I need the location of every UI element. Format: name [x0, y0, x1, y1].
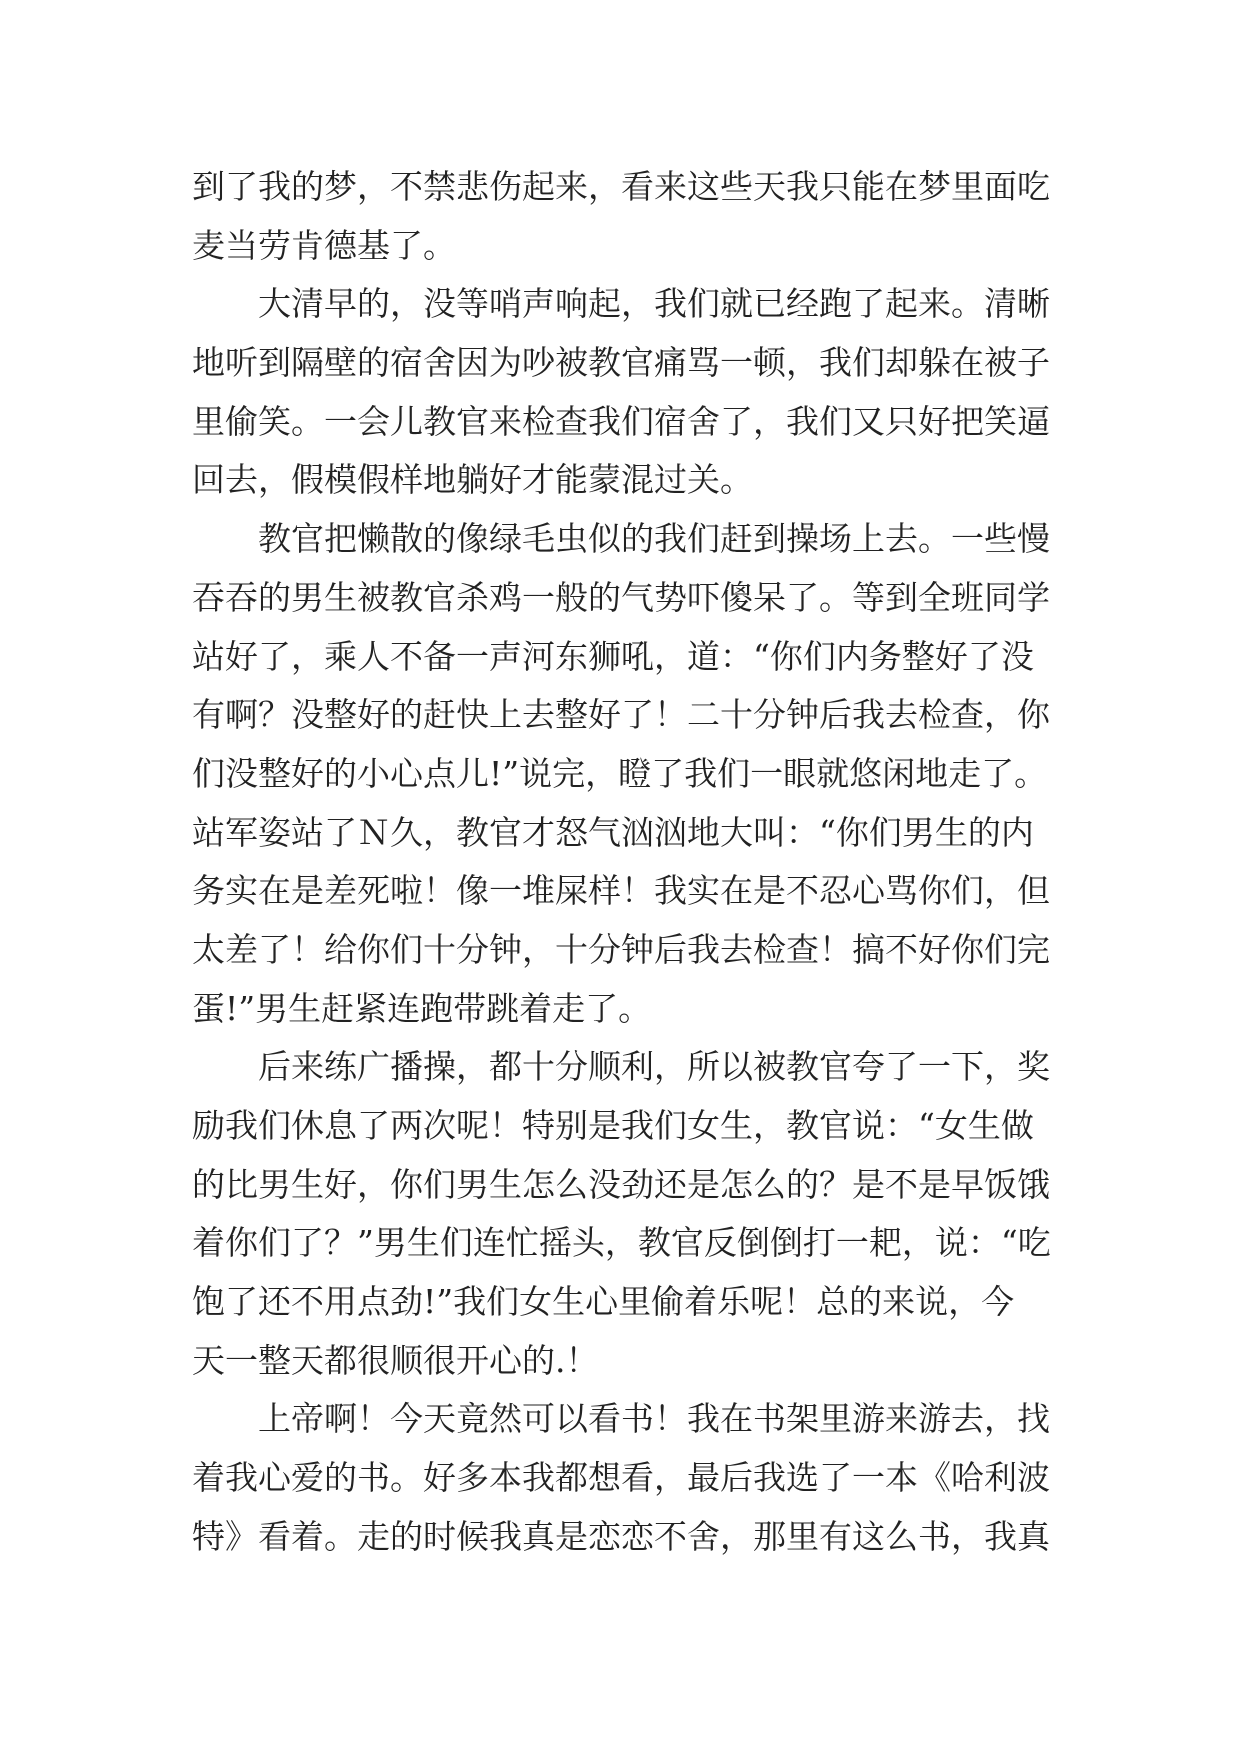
paragraph-line: 天一整天都很顺很开心的.！ — [192, 1340, 599, 1380]
paragraph-line: 着我心爱的书。好多本我都想看，最后我选了一本《哈利波 — [192, 1458, 1050, 1498]
paragraph-line: 着你们了？”男生们连忙摇头，教官反倒倒打一耙，说：“吃 — [192, 1223, 1051, 1263]
paragraph-line: 特》看着。走的时候我真是恋恋不舍，那里有这么书，我真 — [192, 1516, 1050, 1556]
paragraph — [192, 275, 1052, 510]
paragraph — [192, 158, 1052, 275]
paragraph — [192, 510, 1052, 1038]
paragraph-line: 后来练广播操，都十分顺利，所以被教官夸了一下，奖 — [258, 1047, 1050, 1087]
paragraph-line: 地听到隔壁的宿舍因为吵被教官痛骂一顿，我们却躲在被子 — [192, 343, 1050, 383]
paragraph-line: 里偷笑。一会儿教官来检查我们宿舍了，我们又只好把笑逼 — [192, 401, 1050, 441]
paragraph-line: 站好了，乘人不备一声河东狮吼，道：“你们内务整好了没 — [192, 636, 1034, 676]
paragraph-line: 教官把懒散的像绿毛虫似的我们赶到操场上去。一些慢 — [258, 519, 1050, 559]
paragraph-line: 麦当劳肯德基了。 — [192, 225, 456, 265]
paragraph — [192, 1390, 1052, 1566]
paragraph-line: 饱了还不用点劲!”我们女生心里偷着乐呢！总的来说，今 — [192, 1282, 1015, 1322]
paragraph-line: 到了我的梦，不禁悲伤起来，看来这些天我只能在梦里面吃 — [192, 167, 1050, 206]
paragraph-line: 励我们休息了两次呢！特别是我们女生，教官说：“女生做 — [192, 1106, 1034, 1145]
paragraph-line: 吞吞的男生被教官杀鸡一般的气势吓傻呆了。等到全班同学 — [192, 577, 1050, 617]
document-body — [192, 158, 1052, 1567]
paragraph-line: 们没整好的小心点儿!”说完，瞪了我们一眼就悠闲地走了。 — [192, 753, 1048, 793]
paragraph-line: 蛋!”男生赶紧连跑带跳着走了。 — [192, 988, 652, 1028]
paragraph-line: 的比男生好，你们男生怎么没劲还是怎么的？是不是早饭饿 — [192, 1164, 1050, 1204]
paragraph-line: 回去，假模假样地躺好才能蒙混过关。 — [192, 460, 753, 500]
paragraph-line: 大清早的，没等哨声响起，我们就已经跑了起来。清晰 — [258, 284, 1050, 324]
paragraph-line: 站军姿站了Ｎ久，教官才怒气汹汹地大叫：“你们男生的内 — [192, 812, 1034, 852]
paragraph-line: 上帝啊！今天竟然可以看书！我在书架里游来游去，找 — [258, 1399, 1050, 1439]
paragraph-line: 太差了！给你们十分钟，十分钟后我去检查！搞不好你们完 — [192, 929, 1050, 969]
paragraph — [192, 1038, 1052, 1390]
paragraph-line: 有啊？没整好的赶快上去整好了！二十分钟后我去检查，你 — [192, 695, 1050, 735]
paragraph-line: 务实在是差死啦！像一堆屎样！我实在是不忍心骂你们，但 — [192, 871, 1050, 911]
